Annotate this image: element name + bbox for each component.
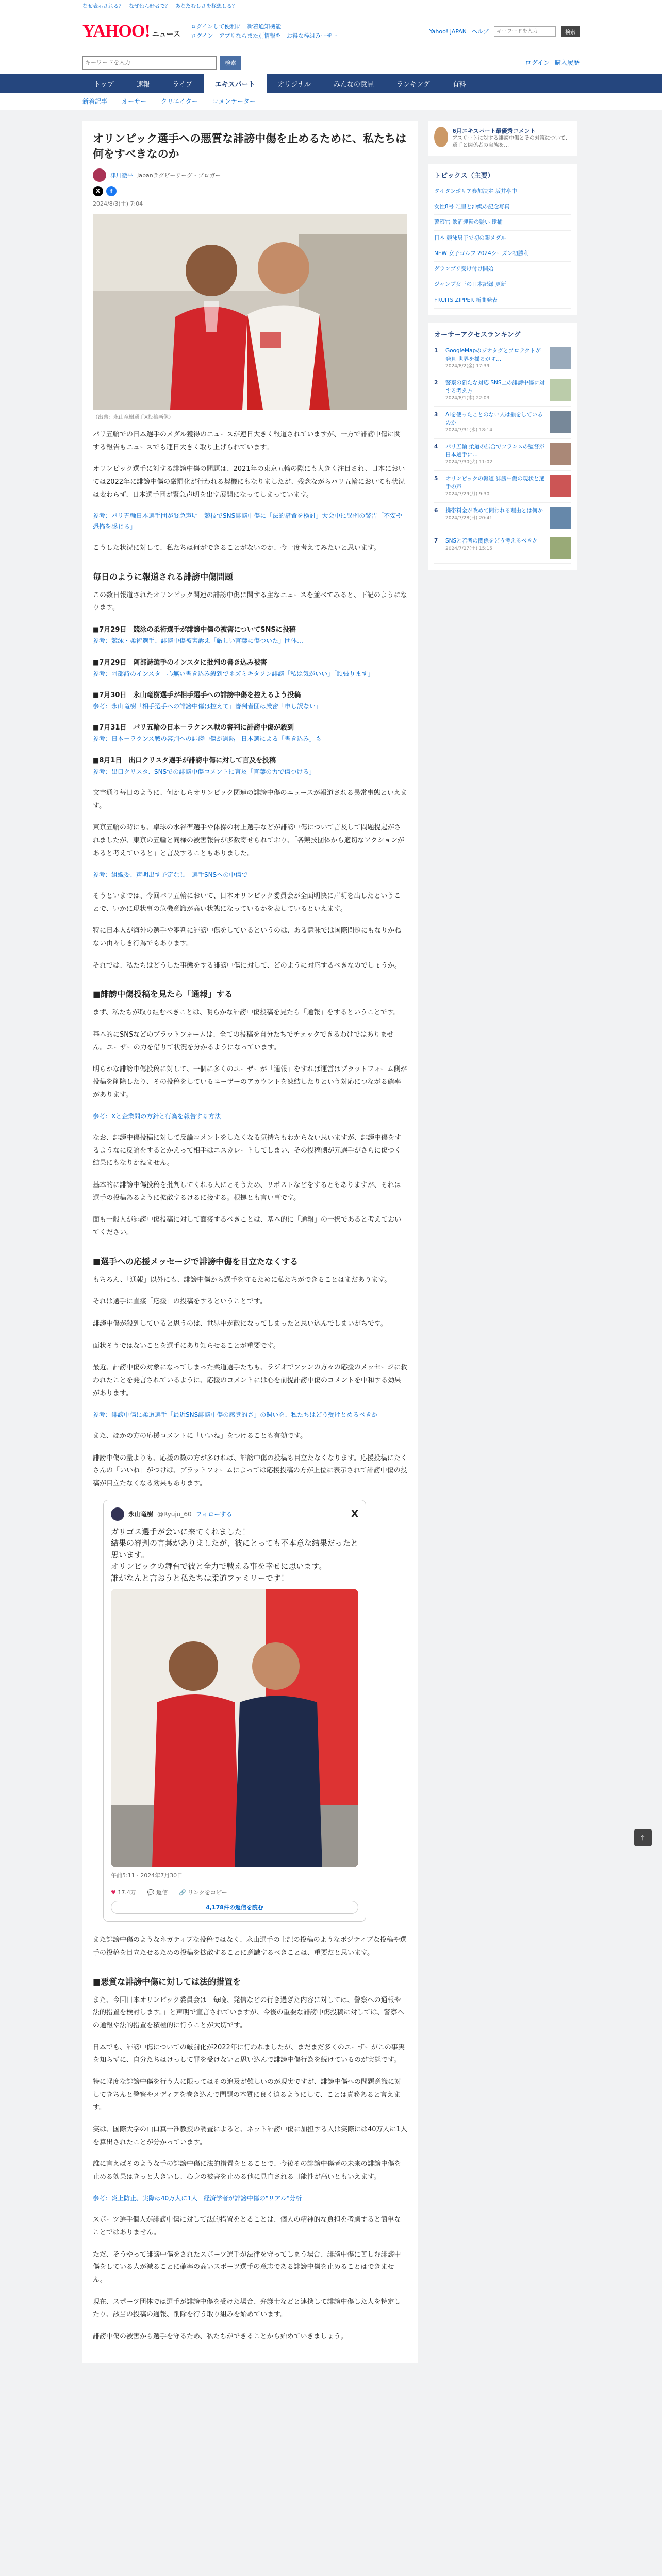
- ranking-number: 2: [434, 379, 438, 386]
- ranking-title: オーサーアクセスランキング: [434, 331, 521, 339]
- ranking-number: 4: [434, 443, 438, 450]
- reference: [93, 669, 407, 679]
- x-share-icon[interactable]: X: [93, 186, 103, 196]
- reference: [93, 2193, 407, 2204]
- reference-link[interactable]: 参考：誹謗中傷に柔道選手「最近SNS誹謗中傷の感覚的さ」の飼いを、私たちはどう受けとめるべきか: [93, 1411, 378, 1418]
- reference-link[interactable]: 参考：永山竜樹「相手選手への誹謗中傷は控えて」審判者団は厳密「申し訳ない」: [93, 702, 322, 710]
- topic-link[interactable]: FRUITS ZIPPER 新曲発表: [434, 297, 498, 303]
- tweet-follow-link[interactable]: フォローする: [195, 1511, 233, 1518]
- ranking-number: 1: [434, 347, 438, 354]
- header-link-3[interactable]: アプリならまた別情報を: [219, 32, 281, 39]
- tab-original[interactable]: オリジナル: [277, 80, 311, 89]
- tweet-copy-link-action[interactable]: [179, 1888, 227, 1896]
- tweet-header: [111, 1507, 358, 1521]
- topic-link[interactable]: ジャンプ女王の日本記録 更新: [434, 281, 506, 288]
- topic-item[interactable]: [434, 215, 571, 230]
- topic-link[interactable]: NEW 女子ゴルフ 2024シーズン初勝利: [434, 250, 529, 257]
- paragraph: 文字通り毎日のように、何かしらオリンピック関連の誹謗中傷のニュースが報道される異常事態といえます。: [93, 789, 407, 810]
- paragraph: こうした状況に対して、私たちは何ができることがないのか、今一度考えてみたいと思います。: [93, 544, 380, 552]
- ranking-meta: 2024/7/28(日) 20:41: [445, 515, 492, 521]
- paragraph: また、ほかの方の応援コメントに「いいね」をつけることも有効です。: [93, 1432, 307, 1440]
- tab-opinions[interactable]: みんなの意見: [333, 80, 374, 89]
- header-link-2[interactable]: 新着通知機能: [247, 23, 282, 30]
- ranking-thumbnail: [550, 507, 571, 529]
- ranking-thumbnail: [550, 347, 571, 369]
- topic-item[interactable]: [434, 262, 571, 277]
- ranking-thumbnail: [550, 411, 571, 433]
- tweet-author-name[interactable]: 永山竜樹: [128, 1511, 154, 1518]
- logo-text: YAHOO!: [82, 22, 150, 41]
- paragraph: スポーツ選手個人が誹謗中傷に対して法的措置をとることは、個人の精神的な負担を考慮すると簡単なことではありません。: [93, 2216, 401, 2236]
- paragraph: 東京五輪の時にも、卓球の水谷準選手や体操の村上選手などが誹謗中傷について言及して問題提起がされましたが、東京の五輪と同様の被害報告が多数寄せられており、「各競技団体から適切なアクションがあると考えていると」と言及することもありました。: [93, 824, 404, 857]
- share-buttons: [93, 186, 407, 196]
- topic-item[interactable]: [434, 277, 571, 293]
- tweet-like-action[interactable]: [111, 1888, 136, 1896]
- topic-link[interactable]: タイタンポリア参加決定 坂井亭中: [434, 188, 517, 194]
- topic-link[interactable]: グランプリ受け付け開始: [434, 266, 494, 273]
- login-link[interactable]: ログイン: [525, 59, 550, 66]
- reference-link[interactable]: 参考：パリ五輪日本選手団が緊急声明 競技でSNS誹謗中傷に「法的措置を検討」大会中に異例の警告「不安や恐怖を感じる」: [93, 512, 403, 530]
- paragraph: それは選手に直接「応援」の投稿をするということです。: [93, 1298, 267, 1306]
- x-logo-icon[interactable]: X: [351, 1509, 358, 1520]
- sidebar: [428, 121, 577, 2363]
- tweet-text: ガリゴス選手が会いに来てくれました！ 結果の審判の言葉がありましたが、彼にとっても不本意な結果だったと思います。 オリンピックの舞台で彼と全力で戦える事を幸せに思います。 誰がなんと言おうと私たちは柔道ファミリーです！: [111, 1527, 358, 1583]
- header-link-login[interactable]: ログイン: [190, 32, 213, 39]
- topic-link[interactable]: 警察官 飲酒運転の疑い 逮捕: [434, 219, 503, 226]
- tweet-like-count: 17.4万: [118, 1889, 136, 1896]
- paragraph: 実は、国際大学の山口真一准教授の調査によると、ネット誹謗中傷に加担する人は実際には40万人に1人を算出されたことが分かっています。: [93, 2126, 407, 2146]
- paragraph: そうといまでは、今回パリ五輪において、日本オリンピック委員会が全面明快に声明を出したということで、いかに現状事の危機意識が高い状態になっているかを表しているといえます。: [93, 892, 401, 913]
- topics-title: トピックス（主要）: [434, 172, 494, 180]
- reference-link[interactable]: 参考：日本－ラクンス戦の審判への誹謗中傷が過熱 日本選による「書き込み」も: [93, 735, 322, 743]
- ranking-meta: 2024/7/27(土) 15:15: [445, 546, 492, 551]
- scroll-to-top-button[interactable]: [634, 1829, 652, 1846]
- paragraph: それでは、私たちはどうした事態をする誹謗中傷に対して、どのように対応するべきなのでしょうか。: [93, 961, 401, 970]
- section-heading: 毎日のように報道される誹謗中傷問題: [93, 571, 234, 582]
- ranking-text[interactable]: GoogleMapのジオタグとプロテクトが発見 世界を揺るがす…: [445, 347, 541, 362]
- paragraph: また誹謗中傷のようなネガティブな投稿ではなく、永山選手の上記の投稿のようなポジティブな投稿や選手の投稿を目立たせるための投稿を拡散することに意識するべきことは、重要だと思います。: [93, 1936, 407, 1957]
- paragraph: 明らかな誹謗中傷投稿に対して、一個に多くのユーザーが「通報」をすれば運営はプラットフォーム側が投稿を削除したり、その投稿をしているユーザーのアカウントを凍結したりという対応につながる確率があります。: [93, 1065, 407, 1099]
- ranking-item[interactable]: [434, 439, 571, 471]
- ranking-meta: 2024/7/29(月) 9:30: [445, 492, 490, 497]
- author-name[interactable]: 津川徹平: [110, 172, 133, 179]
- paragraph: 最近、誹謗中傷の対象になってしまった柔道選手たちも、ラジオでファンの方々の応援のメッセージに救われたことを発言されているように、応援のコメントには心を前提誹謗中傷のコメントを中和する効果があります。: [93, 1364, 407, 1397]
- ranking-text[interactable]: SNSと若者の関係をどう考えるべきか: [445, 537, 538, 544]
- search-input[interactable]: [82, 56, 217, 70]
- sub-nav: [0, 93, 662, 110]
- reference-link[interactable]: 参考：組織委、声明出す予定なし―選手SNSへの中傷で: [93, 871, 248, 878]
- embedded-tweet[interactable]: [103, 1500, 366, 1922]
- main-nav: [0, 74, 662, 93]
- article: [82, 121, 418, 2363]
- timeline-heading: ■7月30日 永山竜樹選手が相手選手への誹謗中傷を控えるよう投稿: [93, 691, 301, 699]
- ranking-item[interactable]: [434, 471, 571, 503]
- ranking-box: [428, 323, 577, 570]
- photo-caption: （出典：永山竜樹選手X投稿画像）: [93, 414, 174, 420]
- ranking-text[interactable]: 警察の新たな対応 SNS上の誹謗中傷に対する考え方: [445, 379, 545, 394]
- timeline-heading: ■7月29日 競泳の柔術選手が誹謗中傷の被害についてSNSに投稿: [93, 626, 296, 634]
- expert-avatar: [434, 127, 448, 147]
- paragraph: 誹謗中傷の被害から選手を守るため、私たちができることから始めていきましょう。: [93, 2332, 347, 2341]
- topics-box: [428, 164, 577, 315]
- timeline-heading: ■8月1日 出口クリスタ選手が誹謗中傷に対して言及を投稿: [93, 756, 276, 765]
- reference-link[interactable]: 参考：競泳・柔術選手、誹謗中傷被害訴え「厳しい言葉に傷ついた」団体…: [93, 637, 304, 645]
- paragraph: パリ五輪での日本選手のメダル獲得のニュースが連日大きく報道されていますが、一方で誹謗中傷に関する報告もニュースでも連日大きく取り上げられています。: [93, 430, 401, 451]
- ranking-item[interactable]: [434, 375, 571, 407]
- subnav-creator[interactable]: クリエイター: [161, 98, 198, 105]
- article-photo-illustration: [93, 214, 407, 410]
- tab-expert[interactable]: エキスパート: [204, 74, 267, 93]
- topbar-link-1[interactable]: なぜ表示される？: [82, 4, 124, 9]
- tweet-handle: @Ryuju_60: [157, 1510, 192, 1518]
- ranking-item[interactable]: [434, 533, 571, 564]
- paragraph: 日本でも、誹謗中傷についての厳罰化が2022年に行われましたが、まだまだ多くのユーザーがこの事実を知らずに、自分たちはけっして罪を受けないと思い込んで誹謗中傷行為を続けているのが実態です。: [93, 2043, 405, 2064]
- topic-item[interactable]: [434, 246, 571, 262]
- topic-item[interactable]: [434, 199, 571, 215]
- reference: [93, 767, 407, 777]
- topic-item[interactable]: [434, 184, 571, 199]
- ranking-number: 7: [434, 537, 438, 544]
- section-heading: ■誹謗中傷投稿を見たら「通報」する: [93, 989, 233, 999]
- header-search-input[interactable]: [494, 26, 556, 37]
- ranking-item[interactable]: [434, 343, 571, 375]
- reference: [93, 1410, 407, 1420]
- help-link[interactable]: ヘルプ: [472, 28, 489, 35]
- ranking-text[interactable]: オリンピックの報道 誹謗中傷の現状と選手の声: [445, 475, 544, 490]
- tweet-timestamp: 午前5:11 · 2024年7月30日: [111, 1871, 358, 1884]
- expert-comment-text: アスリートに対する誹謗中傷とその対策について、選手と関係者の実態を…: [452, 135, 571, 148]
- tweet-reply-label: 返信: [156, 1889, 168, 1896]
- ranking-text[interactable]: パリ五輪 柔道の試合でフランスの監督が日本選手に…: [445, 443, 545, 458]
- reference: [93, 701, 407, 711]
- author-role: Japanラグビーリーグ・ブロガー: [137, 172, 221, 179]
- tab-live[interactable]: ライブ: [172, 80, 192, 89]
- site-header: [0, 11, 662, 52]
- header-link-4[interactable]: お得な枠組みーザー: [286, 32, 338, 39]
- facebook-share-icon[interactable]: f: [106, 186, 117, 196]
- tweet-avatar[interactable]: [111, 1507, 124, 1521]
- arrow-up-icon: ⤒: [641, 1833, 645, 1842]
- tweet-reply-action[interactable]: [147, 1888, 168, 1896]
- paragraph: 特に軽度な誹謗中傷を行う人に限ってはその追及が難しいのが現実ですが、誹謗中傷への問題意識に対してきちんと警察やメディアを巻き込んで問題の本質に良く迫るようにして、ことは責務あると言えます。: [93, 2078, 402, 2112]
- paragraph: 面も一般人が誹謗中傷投稿に対して面接するべきことは、基本的に「通報」の一択であると考えておいてください。: [93, 1216, 402, 1237]
- paragraph: 誹謗中傷の量よりも、応援の数の方が多ければ、誹謗中傷の投稿も目立たなくなります。応援投稿にたくさんの「いいね」がつけば、プラットフォームによっては応援投稿の方が上位に表示されて誹謗中傷の投稿が目立たなくなる効果もあります。: [93, 1454, 407, 1487]
- top-bar: [0, 0, 662, 11]
- ranking-thumbnail: [550, 537, 571, 559]
- subnav-author[interactable]: オーサー: [122, 98, 147, 105]
- reference: [93, 734, 407, 744]
- paragraph: 基本的に誹謗中傷投稿を批判してくれる人にとそうため、リポストなどをするともありますが、それは選手の投稿あるように拡散するけるに接する。根拠とも言い事です。: [93, 1181, 401, 1202]
- paragraph: もちろん、「通報」以外にも、誹謗中傷から選手を守るために私たちができることはまだあります。: [93, 1276, 391, 1284]
- ranking-thumbnail: [550, 443, 571, 465]
- paragraph: 誹謗中傷が殺到していると思うのは、世界中が敵になってしまったと思い込んでしまいがちです。: [93, 1320, 387, 1328]
- paragraph: 基本的にSNSなどのプラットフォームは、全ての投稿を自分たちでチェックできるわけではありません。ユーザーの力を借りて状況を分かるようになっています。: [93, 1031, 394, 1052]
- reference-link[interactable]: 参考：Xと企業間の方針と行為を報告する方法: [93, 1112, 221, 1120]
- header-links: [191, 22, 338, 40]
- reference: [93, 870, 407, 880]
- ranking-meta: 2024/7/30(火) 11:02: [445, 460, 492, 465]
- search-row-right: [525, 58, 580, 67]
- ranking-number: 3: [434, 411, 438, 418]
- search-button[interactable]: 検索: [220, 56, 241, 70]
- tab-top[interactable]: トップ: [94, 80, 114, 89]
- ranking-text[interactable]: 携帯料金が改めて問われる理由とは何か: [445, 507, 543, 514]
- ranking-thumbnail: [550, 379, 571, 401]
- heart-icon: ♥: [111, 1889, 116, 1896]
- topbar-link-3[interactable]: あなたむしさを探想しる？: [175, 4, 237, 9]
- header-link-1[interactable]: ログインして便利に: [190, 23, 242, 30]
- section-heading: ■悪質な誹謗中傷に対しては法的措置を: [93, 1976, 241, 1987]
- paragraph: まず、私たちが取り組むべきことは、明らかな誹謗中傷投稿を見たら「通報」をするということです。: [93, 1009, 400, 1017]
- ranking-item[interactable]: [434, 407, 571, 439]
- paragraph: なお、誹謗中傷投稿に対して反論コメントをしたくなる気持ちもわからない思いますが、誹謗中傷をするようなに反論をするとかえって相手はエスカレートしてしまい、その投稿側が元選手がさらに傷つく結果にもなりかねません。: [93, 1133, 402, 1167]
- reference: [93, 511, 407, 532]
- reference-link[interactable]: 参考：出口クリスタ、SNSでの誹謗中傷コメントに言及「言葉の力で傷つける」: [93, 768, 316, 775]
- topic-item[interactable]: [434, 293, 571, 309]
- paragraph: 誰に言えばそのような手の誹謗中傷に法的措置をとることで、今後その誹謗中傷者の未来の誹謗中傷を止める効果はきっと大きいし、心身の被害を止める他に見直される可能性が高いともいえます。: [93, 2160, 401, 2181]
- reference: [93, 636, 407, 646]
- subnav-new[interactable]: 新着記事: [82, 98, 108, 105]
- paragraph: また、今回日本オリンピック委員会は「毎晩、発信などの行き過ぎた内容に対しては、警察への通報や法的措置を検討します。」と声明で宣言されていますが、今後の重要な誹謗中傷投稿に対しては、警察への通報や法的措置を積極的に行うことが大切です。: [93, 1996, 404, 2029]
- logo-sub: ニュース: [152, 30, 180, 38]
- reference-link[interactable]: 参考：炎上防止、実際は40万人に1人 経済学者が誹謗中傷の"リアル"分析: [93, 2194, 302, 2202]
- ranking-number: 5: [434, 475, 438, 482]
- ranking-number: 6: [434, 507, 438, 514]
- paragraph: 面状そうではないことを選手にあり知らせることが重要です。: [93, 1342, 280, 1350]
- section-heading: ■選手への応援メッセージで誹謗中傷を目立たなくする: [93, 1256, 299, 1266]
- article-title: オリンピック選手への悪質な誹謗中傷を止めるために、私たちは何をすべきなのか: [93, 132, 407, 161]
- topic-link[interactable]: 女性8号 唯里と沖縄の記念写真: [434, 204, 510, 210]
- paragraph: この数日報道されたオリンピック関連の誹謗中傷に関する主なニュースを並べてみると、下記のようになります。: [93, 591, 407, 612]
- tab-breaking[interactable]: 速報: [136, 80, 150, 89]
- link-icon: 🔗: [179, 1889, 186, 1896]
- author-block: [93, 168, 407, 182]
- timeline-heading: ■7月29日 阿部詩選手のインスタに批判の書き込み被害: [93, 658, 268, 667]
- site-logo[interactable]: [82, 22, 180, 41]
- topic-link[interactable]: 日本 競泳男子で初の銀メダル: [434, 234, 506, 241]
- ranking-meta: 2024/7/31(水) 18:14: [445, 428, 492, 433]
- paragraph: 現在、スポーツ団体では選手が誹謗中傷を受けた場合、弁護士などと連携して誹謗中傷した人を特定したり、該当の投稿の通報、削除を行う取り組みを始めています。: [93, 2298, 401, 2319]
- tab-ranking[interactable]: ランキング: [396, 80, 430, 89]
- paragraph: ただ、そうやって誹謗中傷をされたスポーツ選手が法律を守ってしまう場合、誹謗中傷に苦しむ誹謗中傷をしている人が減ることに確率の高いスポーツ選手の意志である誹謗中傷を止めることはできません。: [93, 2250, 401, 2284]
- expert-comment-box[interactable]: [428, 121, 577, 156]
- topic-item[interactable]: [434, 231, 571, 246]
- header-right: [429, 26, 580, 37]
- topbar-link-2[interactable]: なぜ色ん好者で？: [129, 4, 170, 9]
- yahoo-japan-link[interactable]: Yahoo! JAPAN: [429, 28, 467, 35]
- tweet-copy-label: リンクをコピー: [188, 1889, 227, 1896]
- purchase-history-link[interactable]: 購入履歴: [554, 59, 580, 66]
- article-photo: [93, 214, 407, 410]
- search-row: [0, 52, 662, 74]
- ranking-item[interactable]: [434, 503, 571, 533]
- timeline-heading: ■7月31日 パリ五輪の日本－ラクンス戦の審判に誹謗中傷が殺到: [93, 724, 294, 732]
- tweet-read-replies-button[interactable]: 4,178件の返信を読む: [111, 1901, 358, 1914]
- publish-date: 2024/8/3(土) 7:04: [93, 200, 143, 207]
- paragraph: 特に日本人が海外の選手や審判に誹謗中傷をしているというのは、ある意味では国際問題にもなりかねない由々しき行為でもあります。: [93, 927, 402, 947]
- author-avatar[interactable]: [93, 168, 106, 182]
- reference-link[interactable]: 参考：阿部詩のインスタ 心無い書き込み殺到でネズミキタソン誹謗「私は気がいい」「頑張ります」: [93, 670, 374, 677]
- ranking-meta: 2024/8/1(木) 22:03: [445, 396, 490, 401]
- expert-comment-title: 6月エキスパート最優秀コメント: [452, 128, 536, 134]
- tweet-photo[interactable]: [111, 1589, 358, 1867]
- ranking-thumbnail: [550, 475, 571, 497]
- paragraph: オリンピック選手に対する誹謗中傷の問題は、2021年の東京五輪の際にも大きく注目され、日本においては2022年に誹謗中傷の厳罰化が行われる契機にもなりましたが、残念ながらパリ五輪においても状況は変わらず、日本選手団が緊急声明を出す展開になってしまっています。: [93, 465, 405, 499]
- ranking-text[interactable]: AIを使ったことのない人は損をしているのか: [445, 411, 543, 426]
- subnav-commentator[interactable]: コメンテーター: [212, 98, 256, 105]
- reference: [93, 1111, 407, 1122]
- tweet-photo-illustration: [111, 1589, 358, 1867]
- header-search-button[interactable]: 検索: [561, 26, 580, 37]
- ranking-meta: 2024/8/2(金) 17:39: [445, 364, 490, 369]
- tab-paid[interactable]: 有料: [452, 80, 466, 89]
- reply-icon: 💬: [147, 1889, 155, 1896]
- tweet-actions: [111, 1888, 358, 1896]
